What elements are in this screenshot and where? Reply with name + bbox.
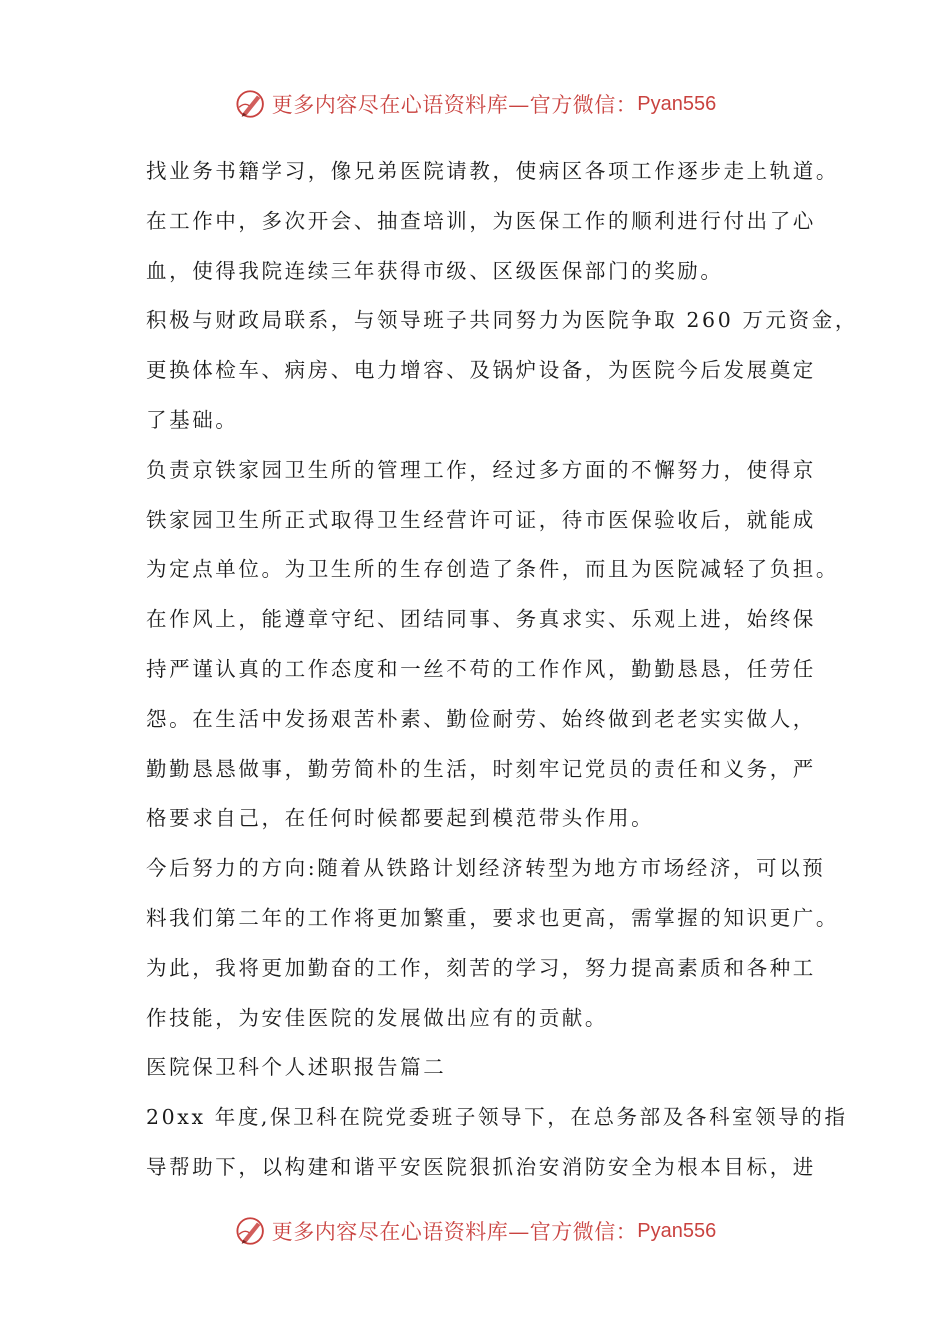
header-wechat-id: Pyan556 xyxy=(637,92,717,115)
body-line: 铁家园卫生所正式取得卫生经营许可证，待市医保验收后，就能成 xyxy=(146,507,816,532)
body-line: 作技能，为安佳医院的发展做出应有的贡献。 xyxy=(146,1005,608,1030)
body-line: 了基础。 xyxy=(146,407,239,432)
body-line: 料我们第二年的工作将更加繁重，要求也更高，需掌握的知识更广。 xyxy=(146,905,839,930)
header-banner-text: 更多内容尽在心语资料库—官方微信： xyxy=(271,93,638,117)
body-line: 持严谨认真的工作态度和一丝不苟的工作作风，勤勤恳恳，任劳任 xyxy=(146,656,816,681)
body-line: 为此，我将更加勤奋的工作，刻苦的学习，努力提高素质和各种工 xyxy=(146,955,816,980)
body-line: 在工作中，多次开会、抽查培训，为医保工作的顺利进行付出了心 xyxy=(146,208,816,233)
body-line: 导帮助下，以构建和谐平安医院狠抓治安消防安全为根本目标，进 xyxy=(146,1154,816,1179)
body-line: 怨。在生活中发扬艰苦朴素、勤俭耐劳、始终做到老老实实做人， xyxy=(146,706,816,731)
body-line: 20xx 年度,保卫科在院党委班子领导下，在总务部及各科室领导的指 xyxy=(146,1105,848,1130)
footer-banner-text: 更多内容尽在心语资料库—官方微信： xyxy=(271,1220,638,1244)
body-line: 勤勤恳恳做事，勤劳简朴的生活，时刻牢记党员的责任和义务，严 xyxy=(146,756,816,781)
pen-logo-icon xyxy=(234,87,268,121)
body-line: 负责京铁家园卫生所的管理工作，经过多方面的不懈努力，使得京 xyxy=(146,457,816,482)
body-line: 在作风上，能遵章守纪、团结同事、务真求实、乐观上进，始终保 xyxy=(146,607,816,632)
body-line: 找业务书籍学习，像兄弟医院请教，使病区各项工作逐步走上轨道。 xyxy=(146,159,839,183)
body-line: 为定点单位。为卫生所的生存创造了条件，而且为医院减轻了负担。 xyxy=(146,557,839,582)
body-line: 格要求自己，在任何时候都要起到模范带头作用。 xyxy=(146,806,655,831)
footer-wechat-id: Pyan556 xyxy=(637,1219,717,1242)
body-line: 今后努力的方向:随着从铁路计划经济转型为地方市场经济，可以预 xyxy=(146,856,826,881)
section-heading: 医院保卫科个人述职报告篇二 xyxy=(146,1055,447,1080)
body-line: 更换体检车、病房、电力增容、及锅炉设备，为医院今后发展奠定 xyxy=(146,358,816,383)
header-banner xyxy=(0,84,950,124)
body-line: 积极与财政局联系，与领导班子共同努力为医院争取 260 万元资金， xyxy=(146,308,858,333)
body-line: 血，使得我院连续三年获得市级、区级医保部门的奖励。 xyxy=(146,258,724,283)
document-body xyxy=(146,147,858,1193)
pen-logo-icon xyxy=(234,1214,268,1248)
footer-banner xyxy=(0,1211,950,1251)
